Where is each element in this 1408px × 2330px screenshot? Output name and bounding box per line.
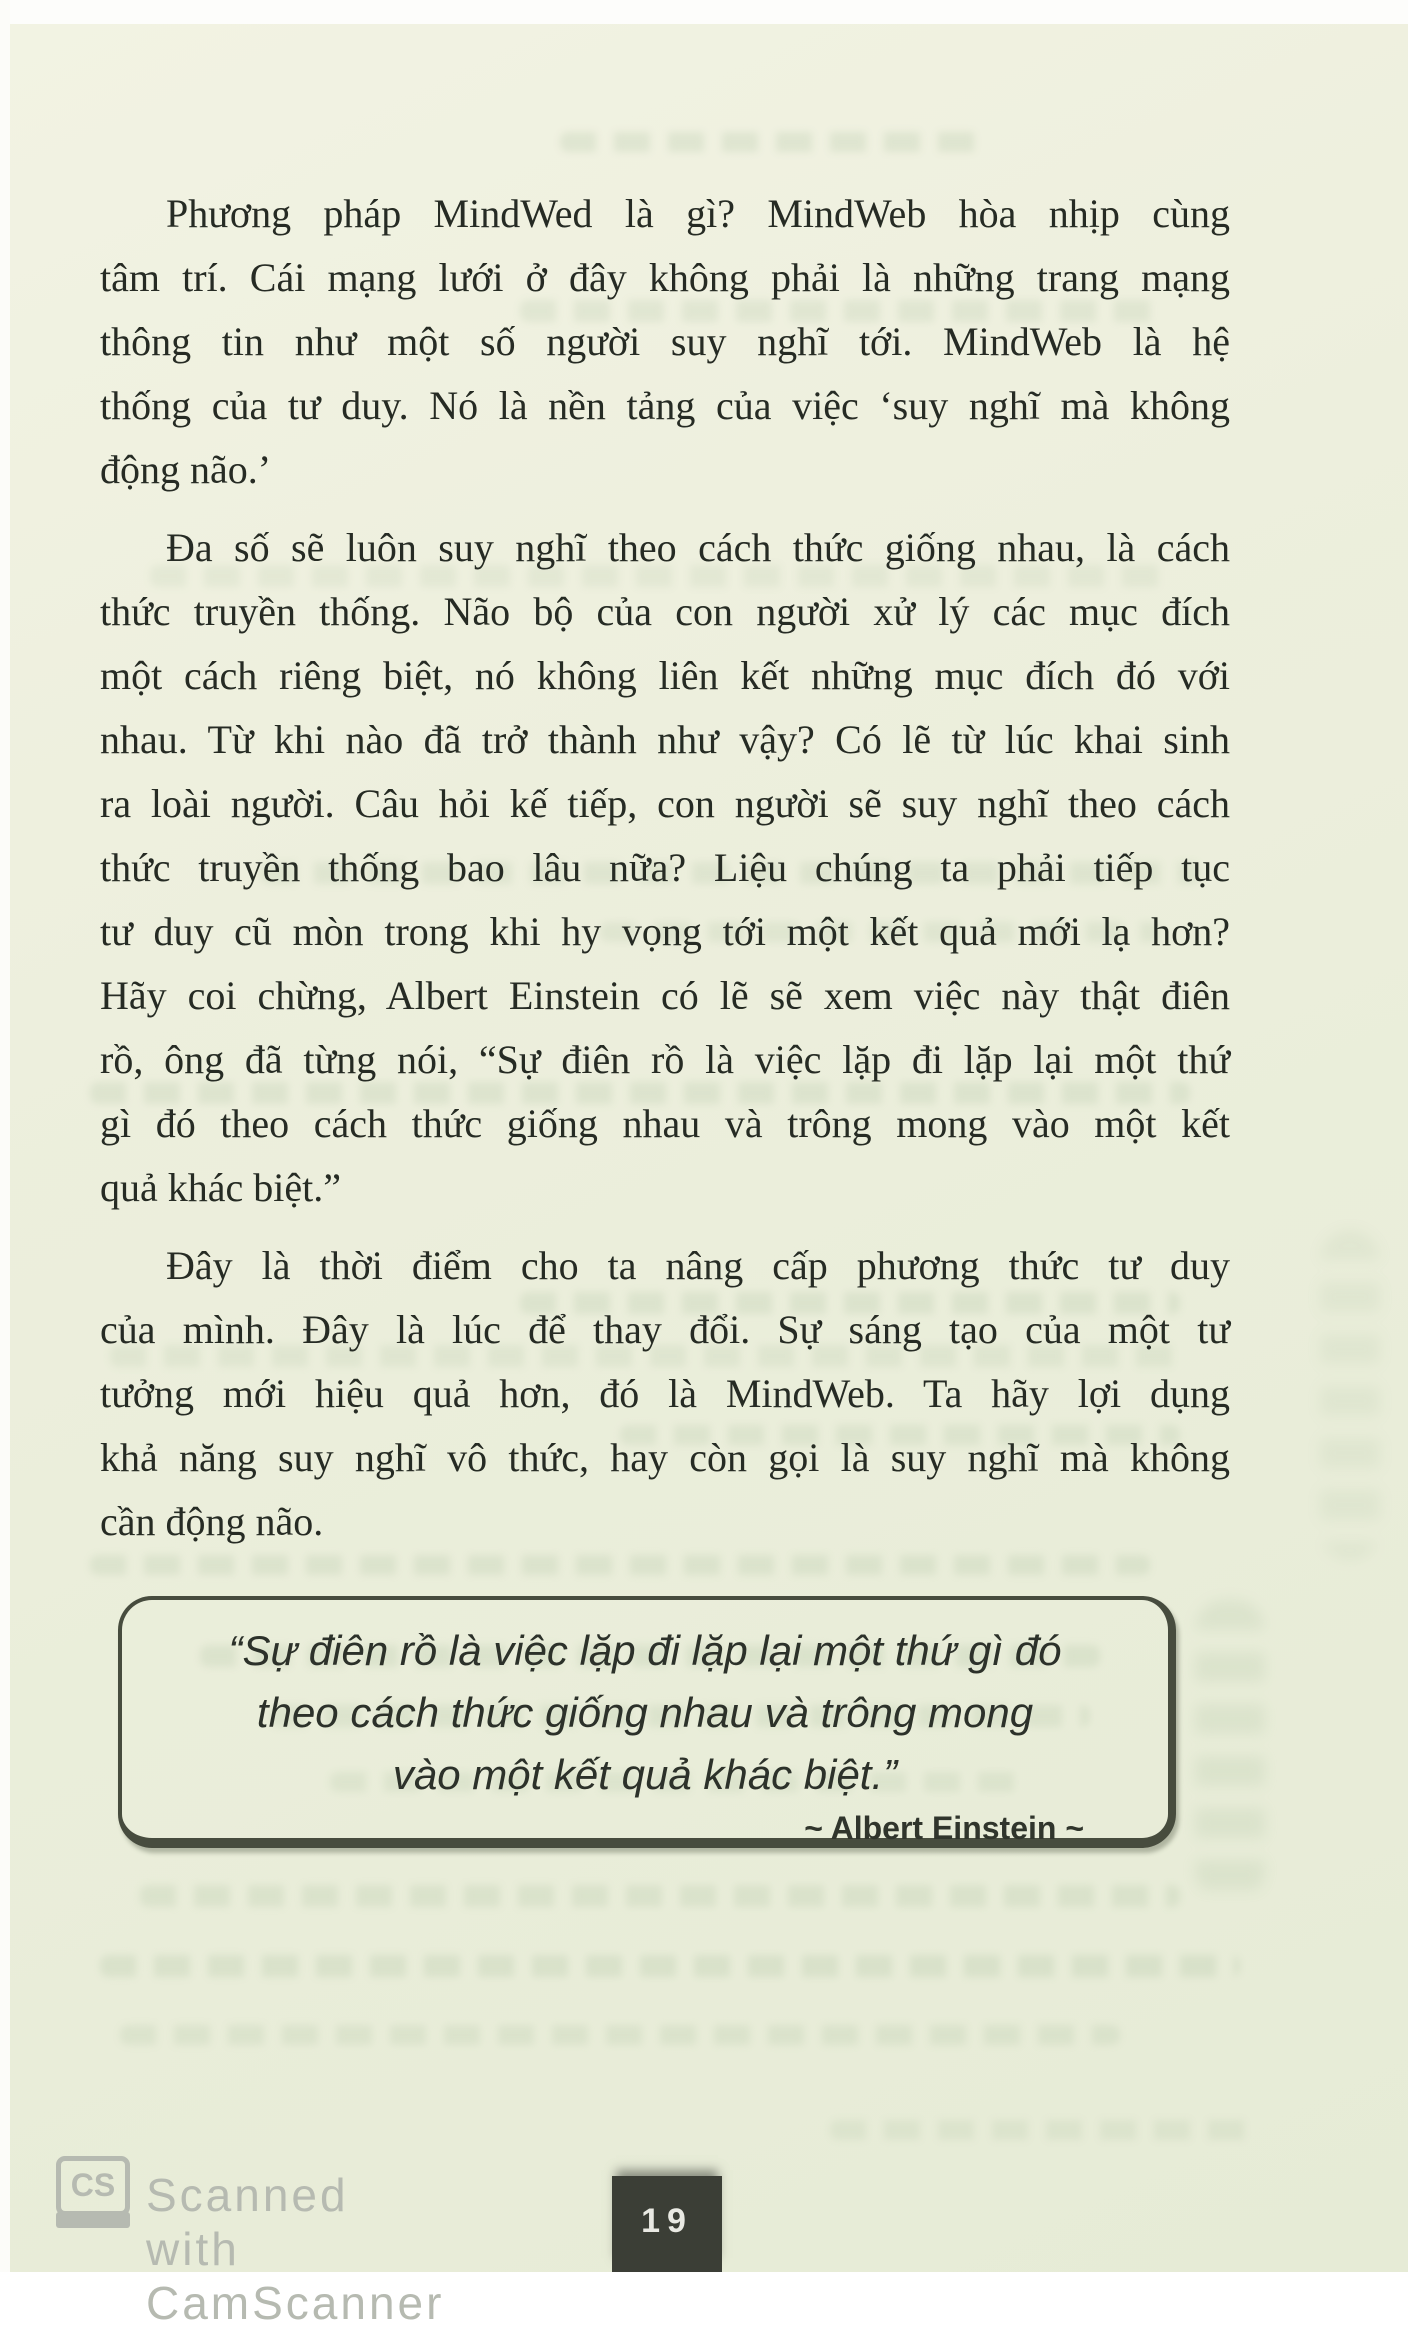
quote-text: [122, 1620, 1168, 1806]
quote-attribution: ~ Albert Einstein ~: [804, 1810, 1084, 1846]
paragraph-time-to-upgrade: [100, 1234, 1230, 1554]
text-line: tưởng mới hiệu quả hơn, đó là MindWeb. Ta hãy lợi dụng: [100, 1371, 1230, 1416]
text-line: theo cách thức giống nhau và trông mong: [256, 1689, 1034, 1736]
paragraph-mindweb-intro: [100, 182, 1230, 502]
bleed-artifact: [1320, 1230, 1380, 1560]
text-line: một cách riêng biệt, nó không liên kết những mục đích đó với: [100, 653, 1230, 698]
einstein-quote-box: [118, 1596, 1176, 1848]
bleed-artifact: [120, 2025, 1120, 2045]
text-line: tư duy cũ mòn trong khi hy vọng tới một kết quả mới lạ hơn?: [100, 909, 1230, 954]
camscanner-logo-icon: CS: [56, 2156, 130, 2216]
text-line: ra loài người. Câu hỏi kế tiếp, con người sẽ suy nghĩ theo cách: [100, 781, 1230, 826]
text-line: “Sự điên rồ là việc lặp đi lặp lại một thứ gì đó: [228, 1627, 1062, 1674]
page-body-text: [100, 182, 1230, 1568]
bleed-artifact: [140, 1885, 1180, 1907]
text-line: Hãy coi chừng, Albert Einstein có lẽ sẽ xem việc này thật điên: [100, 973, 1230, 1018]
text-line: vào một kết quả khác biệt.”: [392, 1751, 898, 1798]
camscanner-logo-base: [56, 2212, 130, 2228]
text-line: Đa số sẽ luôn suy nghĩ theo cách thức giống nhau, là cách: [166, 525, 1230, 570]
paragraph-traditional-thinking: [100, 516, 1230, 1220]
watermark-label: Scanned with CamScanner: [146, 2169, 445, 2329]
text-line: thông tin như một số người suy nghĩ tới. MindWeb là hệ: [100, 319, 1230, 364]
text-line: nhau. Từ khi nào đã trở thành như vậy? Có lẽ từ lúc khai sinh: [100, 717, 1230, 762]
bleed-artifact: [560, 132, 990, 152]
text-line: thống của tư duy. Nó là nền tảng của việc ‘suy nghĩ mà không: [100, 383, 1230, 428]
text-line: thức truyền thống. Não bộ của con người xử lý các mục đích: [100, 589, 1230, 634]
text-line: rồ, ông đã từng nói, “Sự điên rồ là việc lặp đi lặp lại một thứ: [100, 1037, 1230, 1082]
bleed-artifact: [830, 2120, 1250, 2140]
text-line: động não.’: [100, 447, 272, 492]
text-line: thức truyền thống bao lâu nữa? Liệu chúng ta phải tiếp tục: [100, 845, 1230, 890]
text-line: của mình. Đây là lúc để thay đổi. Sự sáng tạo của một tư: [100, 1307, 1230, 1352]
scan-edge-left: [0, 0, 10, 2272]
scan-edge-top: [0, 0, 1408, 24]
text-line: quả khác biệt.”: [100, 1165, 341, 1210]
bleed-artifact: [100, 1955, 1240, 1977]
text-line: cần động não.: [100, 1499, 324, 1544]
page-number-tab: [612, 2176, 722, 2272]
bleed-artifact: [1195, 1600, 1265, 1900]
text-line: gì đó theo cách thức giống nhau và trông mong vào một kết: [100, 1101, 1230, 1146]
text-line: Đây là thời điểm cho ta nâng cấp phương thức tư duy: [166, 1243, 1230, 1288]
page-number: 19: [641, 2202, 693, 2240]
text-line: Phương pháp MindWed là gì? MindWeb hòa nhịp cùng: [166, 191, 1230, 236]
text-line: tâm trí. Cái mạng lưới ở đây không phải là những trang mạng: [100, 255, 1230, 300]
text-line: khả năng suy nghĩ vô thức, hay còn gọi là suy nghĩ mà không: [100, 1435, 1230, 1480]
